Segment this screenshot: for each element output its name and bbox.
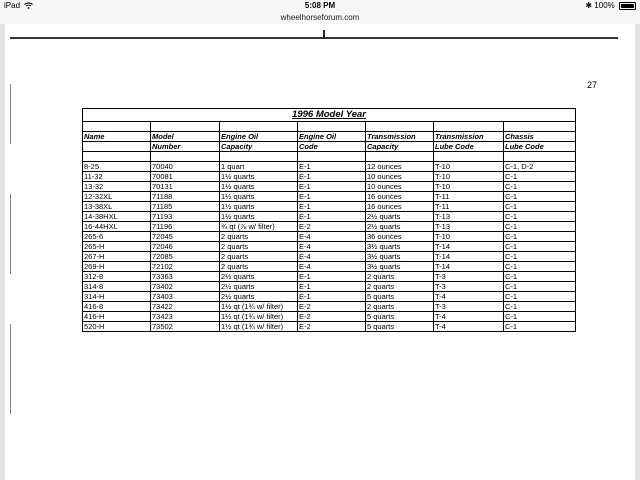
table-cell: 1½ qt (1¾ w/ filter) xyxy=(220,322,298,332)
device-label: iPad xyxy=(4,1,21,10)
model-year-table-wrap xyxy=(82,108,575,332)
header-cell: Engine Oil xyxy=(220,132,298,142)
table-cell: 72085 xyxy=(151,252,220,262)
table-cell: E-2 xyxy=(298,312,366,322)
table-cell: 5 quarts xyxy=(366,292,434,302)
table-cell: T-11 xyxy=(434,192,504,202)
table-cell: C-1 xyxy=(504,232,576,242)
table-cell: 2½ quarts xyxy=(220,292,298,302)
header-cell: Transmission xyxy=(366,132,434,142)
table-cell: T-10 xyxy=(434,162,504,172)
header-cell xyxy=(83,142,151,152)
table-cell: C-1 xyxy=(504,192,576,202)
table-cell: C-1 xyxy=(504,302,576,312)
table-cell: 13-32 xyxy=(83,182,151,192)
table-cell: 16 ounces xyxy=(366,192,434,202)
table-cell: 2 quarts xyxy=(366,302,434,312)
table-row xyxy=(83,322,576,332)
table-cell: T-11 xyxy=(434,202,504,212)
table-cell: 1 quart xyxy=(220,162,298,172)
page-number: 27 xyxy=(587,80,598,90)
table-cell: E-4 xyxy=(298,242,366,252)
table-cell: E-2 xyxy=(298,222,366,232)
table-cell: 265-H xyxy=(83,242,151,252)
table-cell: E-1 xyxy=(298,292,366,302)
table-cell: 5 quarts xyxy=(366,312,434,322)
header-cell: Engine Oil xyxy=(298,132,366,142)
table-cell: 36 ounces xyxy=(366,232,434,242)
table-cell: T-3 xyxy=(434,282,504,292)
table-cell: C-1 xyxy=(504,252,576,262)
table-cell: 10 ounces xyxy=(366,172,434,182)
table-cell: E-1 xyxy=(298,282,366,292)
table-cell: 269-H xyxy=(83,262,151,272)
table-cell: T-14 xyxy=(434,242,504,252)
header-cell: Chassis xyxy=(504,132,576,142)
table-row xyxy=(83,312,576,322)
table-row xyxy=(83,302,576,312)
table-cell: 267-H xyxy=(83,252,151,262)
table-cell: 1½ quarts xyxy=(220,192,298,202)
table-cell: T-3 xyxy=(434,272,504,282)
table-cell: 71185 xyxy=(151,202,220,212)
table-row xyxy=(83,182,576,192)
table-cell: C-1 xyxy=(504,322,576,332)
header-row-1 xyxy=(83,132,576,142)
table-row xyxy=(83,262,576,272)
table-cell: C-1 xyxy=(504,222,576,232)
table-cell: 73502 xyxy=(151,322,220,332)
table-cell: E-1 xyxy=(298,172,366,182)
table-cell: 2½ quarts xyxy=(220,282,298,292)
table-cell: 1½ quarts xyxy=(220,212,298,222)
title-row xyxy=(83,109,576,122)
table-cell: T-4 xyxy=(434,322,504,332)
table-row xyxy=(83,232,576,242)
table-row xyxy=(83,202,576,212)
table-cell: 2 quarts xyxy=(220,232,298,242)
table-cell: E-4 xyxy=(298,232,366,242)
table-cell: 73403 xyxy=(151,292,220,302)
table-cell: 71188 xyxy=(151,192,220,202)
table-cell: 265-6 xyxy=(83,232,151,242)
table-cell: 14-38HXL xyxy=(83,212,151,222)
table-cell: C-1 xyxy=(504,272,576,282)
table-cell: C-1 xyxy=(504,242,576,252)
table-cell: 1½ qt (1¾ w/ filter) xyxy=(220,312,298,322)
table-row xyxy=(83,252,576,262)
table-cell: 13-38XL xyxy=(83,202,151,212)
battery-icon xyxy=(619,2,636,10)
table-cell: 2½ quarts xyxy=(220,272,298,282)
table-cell: 73423 xyxy=(151,312,220,322)
margin-mark xyxy=(10,194,11,274)
table-cell: ¾ qt (⅞ w/ filter) xyxy=(220,222,298,232)
bluetooth-icon: ✱ xyxy=(585,1,593,10)
table-cell: 1½ quarts xyxy=(220,172,298,182)
table-cell: 10 ounces xyxy=(366,182,434,192)
table-cell: 70131 xyxy=(151,182,220,192)
table-cell: T-10 xyxy=(434,172,504,182)
table-cell: 8-25 xyxy=(83,162,151,172)
status-right xyxy=(585,1,636,10)
table-cell: 3½ quarts xyxy=(366,242,434,252)
model-year-table xyxy=(82,108,576,332)
table-cell: C-1 xyxy=(504,282,576,292)
table-cell: T-4 xyxy=(434,312,504,322)
table-cell: T-10 xyxy=(434,232,504,242)
table-cell: 2 quarts xyxy=(366,282,434,292)
table-cell: 3½ quarts xyxy=(366,262,434,272)
table-cell: 2 quarts xyxy=(220,242,298,252)
header-cell: Number xyxy=(151,142,220,152)
table-cell: 312-8 xyxy=(83,272,151,282)
url-bar[interactable] xyxy=(0,12,640,24)
clock: 5:08 PM xyxy=(304,1,336,10)
table-cell: 72046 xyxy=(151,242,220,252)
table-cell: 2½ quarts xyxy=(366,212,434,222)
table-cell: 72102 xyxy=(151,262,220,272)
table-row xyxy=(83,242,576,252)
table-cell: C-1 xyxy=(504,182,576,192)
table-cell: 11-32 xyxy=(83,172,151,182)
table-row xyxy=(83,192,576,202)
table-cell: 314-H xyxy=(83,292,151,302)
table-cell: 1½ quarts xyxy=(220,202,298,212)
table-cell: 520-H xyxy=(83,322,151,332)
table-row xyxy=(83,172,576,182)
table-cell: 71196 xyxy=(151,222,220,232)
spacer-row xyxy=(83,152,576,162)
table-cell: E-2 xyxy=(298,302,366,312)
table-cell: 16 ounces xyxy=(366,202,434,212)
table-cell: E-1 xyxy=(298,202,366,212)
table-row xyxy=(83,282,576,292)
header-cell: Transmission xyxy=(434,132,504,142)
header-cell: Name xyxy=(83,132,151,142)
table-cell: 1½ qt (1¾ w/ filter) xyxy=(220,302,298,312)
status-bar xyxy=(0,0,640,12)
header-cell: Lube Code xyxy=(434,142,504,152)
table-cell: 1½ quarts xyxy=(220,182,298,192)
table-cell: T-3 xyxy=(434,302,504,312)
table-cell: E-4 xyxy=(298,262,366,272)
scan-tick xyxy=(323,30,325,39)
header-row-2 xyxy=(83,142,576,152)
table-cell: 12 ounces xyxy=(366,162,434,172)
table-cell: T-13 xyxy=(434,212,504,222)
table-cell: 70040 xyxy=(151,162,220,172)
table-cell: T-4 xyxy=(434,292,504,302)
table-cell: 71193 xyxy=(151,212,220,222)
table-cell: T-14 xyxy=(434,252,504,262)
table-cell: 2 quarts xyxy=(366,272,434,282)
header-cell: Code xyxy=(298,142,366,152)
table-cell: 2 quarts xyxy=(220,262,298,272)
table-cell: 5 quarts xyxy=(366,322,434,332)
table-cell: E-1 xyxy=(298,192,366,202)
table-cell: C-1 xyxy=(504,172,576,182)
table-cell: 3½ quarts xyxy=(366,252,434,262)
table-cell: E-4 xyxy=(298,252,366,262)
table-cell: 73402 xyxy=(151,282,220,292)
table-row xyxy=(83,292,576,302)
table-cell: 416-8 xyxy=(83,302,151,312)
table-cell: C-1 xyxy=(504,292,576,302)
header-cell: Capacity xyxy=(220,142,298,152)
table-row xyxy=(83,212,576,222)
table-cell: T-10 xyxy=(434,182,504,192)
table-cell: E-1 xyxy=(298,162,366,172)
table-cell: T-14 xyxy=(434,262,504,272)
battery-fill xyxy=(621,4,634,8)
table-cell: 314-8 xyxy=(83,282,151,292)
scan-divider xyxy=(10,37,618,39)
table-cell: C-1, D-2 xyxy=(504,162,576,172)
table-cell: 416-H xyxy=(83,312,151,322)
table-cell: C-1 xyxy=(504,312,576,322)
table-cell: 73363 xyxy=(151,272,220,282)
table-cell: E-2 xyxy=(298,322,366,332)
table-title: 1996 Model Year xyxy=(83,109,576,122)
spacer-row xyxy=(83,122,576,132)
table-cell: 2½ quarts xyxy=(366,222,434,232)
table-cell: 12-32XL xyxy=(83,192,151,202)
battery-percent: 100% xyxy=(594,1,615,10)
table-cell: E-1 xyxy=(298,212,366,222)
header-cell: Model xyxy=(151,132,220,142)
table-cell: E-1 xyxy=(298,272,366,282)
table-row xyxy=(83,162,576,172)
table-cell: 2 quarts xyxy=(220,252,298,262)
table-cell: 70081 xyxy=(151,172,220,182)
header-cell: Lube Code xyxy=(504,142,576,152)
url-text[interactable]: wheelhorseforum.com xyxy=(280,13,360,22)
table-row xyxy=(83,272,576,282)
table-cell: C-1 xyxy=(504,262,576,272)
table-cell: E-1 xyxy=(298,182,366,192)
table-body xyxy=(83,109,576,332)
table-cell: 16-44HXL xyxy=(83,222,151,232)
table-cell: C-1 xyxy=(504,202,576,212)
margin-mark xyxy=(10,324,11,414)
table-cell: C-1 xyxy=(504,212,576,222)
table-cell: T-13 xyxy=(434,222,504,232)
table-cell: 73422 xyxy=(151,302,220,312)
table-cell: 72045 xyxy=(151,232,220,242)
header-cell: Capacity xyxy=(366,142,434,152)
margin-mark xyxy=(10,84,11,144)
table-row xyxy=(83,222,576,232)
